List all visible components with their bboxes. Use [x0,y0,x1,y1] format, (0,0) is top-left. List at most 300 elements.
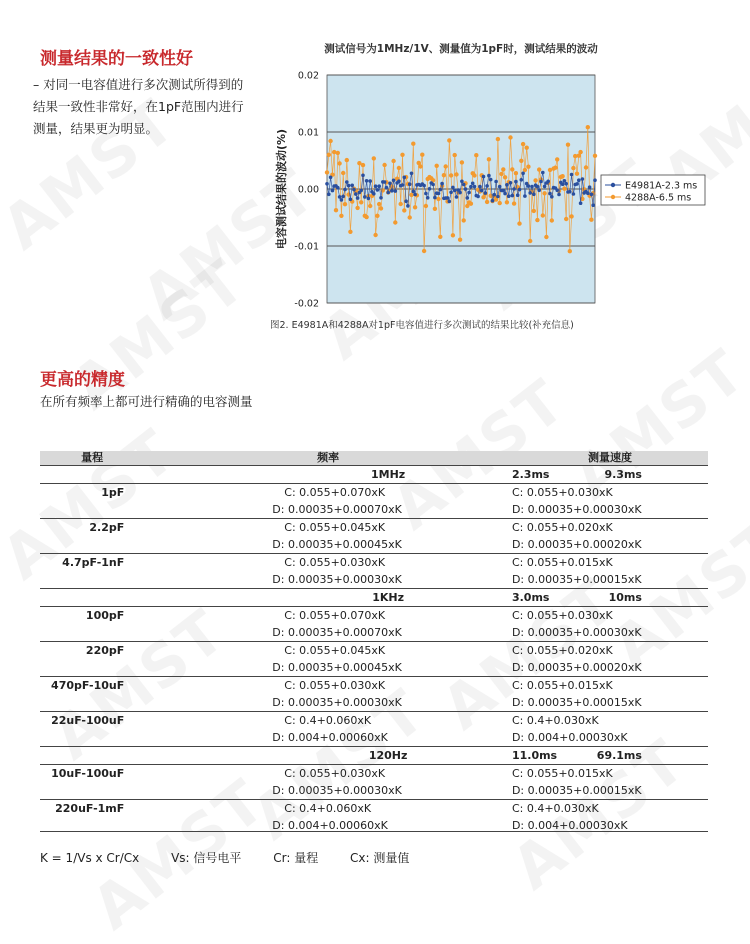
series-e4981a-point [410,172,414,176]
series-4288a-point [337,161,341,165]
accuracy-b-d: D: 0.00035+0.00015xK [511,784,642,797]
series-e4981a-point [467,191,471,195]
series-4288a-point [454,172,458,176]
series-e4981a-point [343,188,347,192]
table-row [40,782,708,800]
series-e4981a-point [449,191,453,195]
accuracy-a-c: C: 0.055+0.045xK [144,642,512,660]
table-row [40,659,708,677]
series-e4981a-point [406,204,410,208]
table-footnote [40,849,437,866]
range-cell: 10uF-100uF [40,765,144,783]
series-4288a-point [578,150,582,154]
series-4288a-point [334,208,338,212]
series-e4981a-point [546,180,550,184]
accuracy-a-d: D: 0.00035+0.00070xK [272,626,402,639]
series-e4981a-point [491,199,495,203]
series-e4981a-point [518,188,522,192]
footnote-k: K = 1/Vs x Cr/Cx [40,851,140,865]
series-4288a-point [510,167,514,171]
series-e4981a-point [426,196,430,200]
series-e4981a-point [555,188,559,192]
series-e4981a-point [502,189,506,193]
series-4288a-point [533,178,537,182]
series-e4981a-point [464,187,468,191]
series-e4981a-point [588,185,592,189]
frequency-row [40,466,708,484]
series-e4981a-point [503,192,507,196]
series-e4981a-point [451,186,455,190]
accuracy-b-c: C: 0.055+0.015xK [512,765,708,783]
y-axis-label: 电容测试结果的波动(%) [275,128,288,250]
series-4288a-point [435,164,439,168]
series-e4981a-point [528,191,532,195]
series-4288a-point [449,173,453,177]
accuracy-b-d: D: 0.00035+0.00030xK [511,503,642,516]
series-4288a-point [420,153,424,157]
accuracy-b-d: D: 0.00035+0.00020xK [511,661,642,674]
series-e4981a-point [431,183,435,187]
range-cell: 22uF-100uF [40,712,144,730]
series-e4981a-point [352,188,356,192]
section-title-consistency: 测量结果的一致性好 [40,49,193,69]
series-4288a-point [564,217,568,221]
series-e4981a-point [493,193,497,197]
series-e4981a-point [521,172,525,176]
series-4288a-point [355,206,359,210]
series-e4981a-point [466,196,470,200]
series-e4981a-point [505,183,509,187]
range-cell [40,729,144,747]
series-e4981a-point [590,193,594,197]
accuracy-table [40,451,708,834]
series-e4981a-point [422,184,426,188]
series-e4981a-point [512,187,516,191]
series-e4981a-point [340,198,344,202]
series-4288a-point [544,235,548,239]
series-4288a-point [359,200,363,204]
series-e4981a-point [561,182,565,186]
series-4288a-point [568,249,572,253]
frequency-cell: 1KHz [144,589,512,607]
series-4288a-point [442,173,446,177]
legend-marker [611,195,615,199]
footnote-cr: Cr: 量程 [273,851,319,865]
series-4288a-point [569,214,573,218]
series-e4981a-point [458,191,462,195]
series-e4981a-point [403,176,407,180]
table-row [40,712,708,730]
table-row [40,677,708,695]
series-e4981a-point [428,187,432,191]
series-e4981a-point [507,194,511,198]
series-4288a-point [562,187,566,191]
series-e4981a-point [577,178,581,182]
series-4288a-point [339,214,343,218]
range-cell: 220uF-1mF [40,800,144,818]
series-4288a-point [472,173,476,177]
series-e4981a-point [440,182,444,186]
range-cell: 2.2pF [40,519,144,537]
series-4288a-point [542,191,546,195]
accuracy-a-c: C: 0.055+0.030xK [144,765,512,783]
series-e4981a-point [404,199,408,203]
series-e4981a-point [374,184,378,188]
speed-slow: 69.1ms [596,749,642,762]
series-e4981a-point [356,196,360,200]
series-4288a-point [474,153,478,157]
range-cell [40,747,144,765]
series-4288a-point [496,137,500,141]
speed-cell [512,589,708,607]
series-4288a-point [377,202,381,206]
chart-svg [265,40,735,320]
series-4288a-point [447,138,451,142]
series-e4981a-point [390,189,394,193]
series-e4981a-point [480,189,484,193]
range-cell: 100pF [40,607,144,625]
series-4288a-point [499,172,503,176]
speed-fast: 3.0ms [511,591,550,604]
series-e4981a-point [487,174,491,178]
series-4288a-point [462,218,466,222]
series-4288a-point [424,204,428,208]
section-body-consistency: – 对同一电容值进行多次测试所得到的结果一致性非常好，在1pF范围内进行测量，结果更为明显。 [33,77,244,136]
accuracy-b-c: C: 0.055+0.015xK [512,677,708,695]
series-4288a-point [345,158,349,162]
series-4288a-point [382,163,386,167]
y-tick-label: 0.01 [297,127,319,139]
range-cell: 220pF [40,642,144,660]
accuracy-b-c: C: 0.055+0.030xK [512,484,708,502]
range-cell: 4.7pF-1nF [40,554,144,572]
series-4288a-point [537,167,541,171]
series-e4981a-point [392,179,396,183]
series-e4981a-point [377,184,381,188]
accuracy-a-c: C: 0.4+0.060xK [144,800,512,818]
table-row [40,800,708,818]
series-4288a-point [328,139,332,143]
series-4288a-point [393,220,397,224]
series-e4981a-point [424,192,428,196]
series-e4981a-point [368,179,372,183]
accuracy-a-c: C: 0.055+0.030xK [144,677,512,695]
series-4288a-point [555,157,559,161]
series-e4981a-point [511,194,515,198]
accuracy-b-d: D: 0.004+0.00030xK [511,731,628,744]
series-4288a-point [433,207,437,211]
series-e4981a-point [446,196,450,200]
range-cell [40,659,144,677]
series-e4981a-point [557,193,561,197]
series-e4981a-point [537,189,541,193]
series-4288a-point [512,201,516,205]
accuracy-b-c: C: 0.055+0.020xK [512,642,708,660]
speed-fast: 11.0ms [511,749,558,762]
accuracy-a-c: C: 0.055+0.030xK [144,554,512,572]
range-cell: 470pF-10uF [40,677,144,695]
series-4288a-point [438,235,442,239]
range-cell [40,782,144,800]
series-4288a-point [343,202,347,206]
series-e4981a-point [437,192,441,196]
series-4288a-point [348,230,352,234]
accuracy-b-d: D: 0.00035+0.00030xK [511,626,642,639]
series-4288a-point [379,206,383,210]
accuracy-a-d: D: 0.00035+0.00045xK [272,538,402,551]
series-e4981a-point [336,186,340,190]
series-4288a-point [325,170,329,174]
series-4288a-point [409,193,413,197]
y-tick-label: 0.02 [297,70,319,82]
footnote-vs: Vs: 信号电平 [171,851,242,865]
series-4288a-point [361,163,365,167]
series-4288a-point [560,174,564,178]
accuracy-b-c: C: 0.4+0.030xK [512,800,708,818]
series-4288a-point [375,214,379,218]
series-e4981a-point [514,180,518,184]
series-e4981a-point [498,185,502,189]
accuracy-a-c: C: 0.4+0.060xK [144,712,512,730]
series-4288a-point [589,218,593,222]
series-4288a-point [372,156,376,160]
header-range: 量程 [40,451,144,466]
series-4288a-point [485,200,489,204]
accuracy-b-d: D: 0.004+0.00030xK [511,819,628,832]
y-tick-label: -0.02 [294,298,319,310]
accuracy-a-d: D: 0.00035+0.00030xK [272,784,402,797]
accuracy-b-c: C: 0.055+0.030xK [512,607,708,625]
series-4288a-point [501,167,505,171]
series-4288a-point [402,208,406,212]
series-4288a-point [593,154,597,158]
frequency-row [40,747,708,765]
range-cell: 1pF [40,484,144,502]
y-tick-label: -0.01 [294,241,319,253]
series-e4981a-point [338,195,342,199]
accuracy-b-c: C: 0.055+0.020xK [512,519,708,537]
series-4288a-point [521,142,525,146]
accuracy-a-c: C: 0.055+0.070xK [144,607,512,625]
series-e4981a-point [530,185,534,189]
series-e4981a-point [593,178,597,182]
table-row [40,607,708,625]
series-e4981a-point [532,193,536,197]
series-e4981a-point [347,184,351,188]
series-e4981a-point [568,190,572,194]
series-e4981a-point [329,176,333,180]
chart-caption: 图2. E4981A和4288A对1pF电容值进行多次测试的结果比较(补充信息) [270,320,574,331]
series-e4981a-point [484,191,488,195]
speed-fast: 2.3ms [511,468,550,481]
series-4288a-point [566,143,570,147]
series-e4981a-point [433,196,437,200]
series-4288a-point [503,175,507,179]
series-4288a-point [487,157,491,161]
series-e4981a-point [471,182,475,186]
series-e4981a-point [376,188,380,192]
fluctuation-chart [265,40,735,340]
series-e4981a-point [365,179,369,183]
series-e4981a-point [564,182,568,186]
series-e4981a-point [548,192,552,196]
series-4288a-point [341,171,345,175]
range-cell [40,694,144,712]
series-e4981a-point [496,195,500,199]
series-e4981a-point [586,191,590,195]
series-4288a-point [528,239,532,243]
series-4288a-point [327,153,331,157]
series-e4981a-point [460,180,464,184]
range-cell [40,589,144,607]
series-e4981a-point [482,175,486,179]
accuracy-a-d: D: 0.00035+0.00030xK [272,696,402,709]
section-body-accuracy: 在所有频率上都可进行精确的电容测量 [40,394,253,409]
frequency-cell: 1MHz [144,466,512,484]
series-4288a-point [505,200,509,204]
series-e4981a-point [570,173,574,177]
y-tick-label: 0.00 [297,184,319,196]
series-4288a-point [411,142,415,146]
series-e4981a-point [412,190,416,194]
series-4288a-point [399,202,403,206]
series-4288a-point [541,213,545,217]
range-cell [40,571,144,589]
series-e4981a-point [413,193,417,197]
table-row [40,519,708,537]
chart-title: 测试信号为1MHz/1V、测量值为1pF时，测试结果的波动 [324,43,598,55]
series-4288a-point [571,166,575,170]
legend-label: 4288A-6.5 ms [625,192,692,204]
series-e4981a-point [354,192,358,196]
speed-slow: 9.3ms [604,468,642,481]
series-e4981a-point [372,192,376,196]
table-row [40,694,708,712]
series-4288a-point [584,165,588,169]
accuracy-b-c: C: 0.055+0.015xK [512,554,708,572]
series-e4981a-point [523,194,527,198]
series-4288a-point [517,221,521,225]
series-4288a-point [526,165,530,169]
series-e4981a-point [385,186,389,190]
table-bottom-rule [40,831,708,832]
series-4288a-point [575,172,579,176]
series-e4981a-point [591,203,595,207]
series-e4981a-point [539,180,543,184]
series-e4981a-point [527,184,531,188]
range-cell [40,536,144,554]
accuracy-a-d: D: 0.004+0.00060xK [272,731,388,744]
series-4288a-point [525,146,529,150]
accuracy-a-d: D: 0.00035+0.00030xK [272,573,402,586]
table-row [40,571,708,589]
series-4288a-point [364,215,368,219]
accuracy-a-d: D: 0.004+0.00060xK [272,819,388,832]
series-e4981a-point [361,174,365,178]
legend-marker [611,183,615,187]
series-e4981a-point [331,189,335,193]
series-4288a-point [381,188,385,192]
series-e4981a-point [550,195,554,199]
series-e4981a-point [439,188,443,192]
series-e4981a-point [379,196,383,200]
series-e4981a-point [473,185,477,189]
series-4288a-point [397,166,401,170]
series-e4981a-point [489,178,493,182]
series-e4981a-point [572,192,576,196]
speed-slow: 10ms [608,591,642,604]
range-cell [40,466,144,484]
series-4288a-point [550,218,554,222]
accuracy-b-d: D: 0.00035+0.00015xK [511,696,642,709]
section-title-accuracy: 更高的精度 [40,370,125,390]
series-e4981a-point [363,195,367,199]
table-row [40,484,708,502]
series-e4981a-point [581,177,585,181]
table-row [40,501,708,519]
series-4288a-point [460,160,464,164]
range-cell [40,624,144,642]
series-e4981a-point [509,181,513,185]
series-e4981a-point [453,189,457,193]
series-4288a-point [391,159,395,163]
series-4288a-point [336,151,340,155]
header-speed: 测量速度 [512,451,708,466]
speed-cell [512,747,708,765]
series-4288a-point [368,204,372,208]
series-4288a-point [400,153,404,157]
accuracy-b-d: D: 0.00035+0.00015xK [511,573,642,586]
table-row [40,729,708,747]
series-e4981a-point [401,183,405,187]
series-4288a-point [444,164,448,168]
series-4288a-point [418,164,422,168]
series-e4981a-point [462,183,466,187]
series-e4981a-point [485,184,489,188]
table-row [40,624,708,642]
series-4288a-point [553,166,557,170]
header-frequency: 频率 [144,451,512,466]
series-e4981a-point [367,197,371,201]
accuracy-a-c: C: 0.055+0.045xK [144,519,512,537]
series-4288a-point [508,135,512,139]
series-e4981a-point [388,182,392,186]
series-4288a-point [458,238,462,242]
series-e4981a-point [327,193,331,197]
series-4288a-point [451,233,455,237]
series-4288a-point [436,197,440,201]
series-e4981a-point [349,198,353,202]
series-4288a-point [498,201,502,205]
accuracy-a-d: D: 0.00035+0.00045xK [272,661,402,674]
series-4288a-point [408,215,412,219]
series-e4981a-point [541,171,545,175]
series-4288a-point [413,205,417,209]
series-e4981a-point [469,185,473,189]
table-row [40,554,708,572]
series-4288a-point [469,202,473,206]
series-e4981a-point [341,195,345,199]
series-e4981a-point [408,182,412,186]
series-4288a-point [532,209,536,213]
series-4288a-point [514,171,518,175]
table-header-row [40,451,708,466]
series-e4981a-point [494,180,498,184]
series-4288a-point [535,218,539,222]
series-e4981a-point [478,185,482,189]
table-row [40,536,708,554]
legend-label: E4981A-2.3 ms [625,180,698,192]
